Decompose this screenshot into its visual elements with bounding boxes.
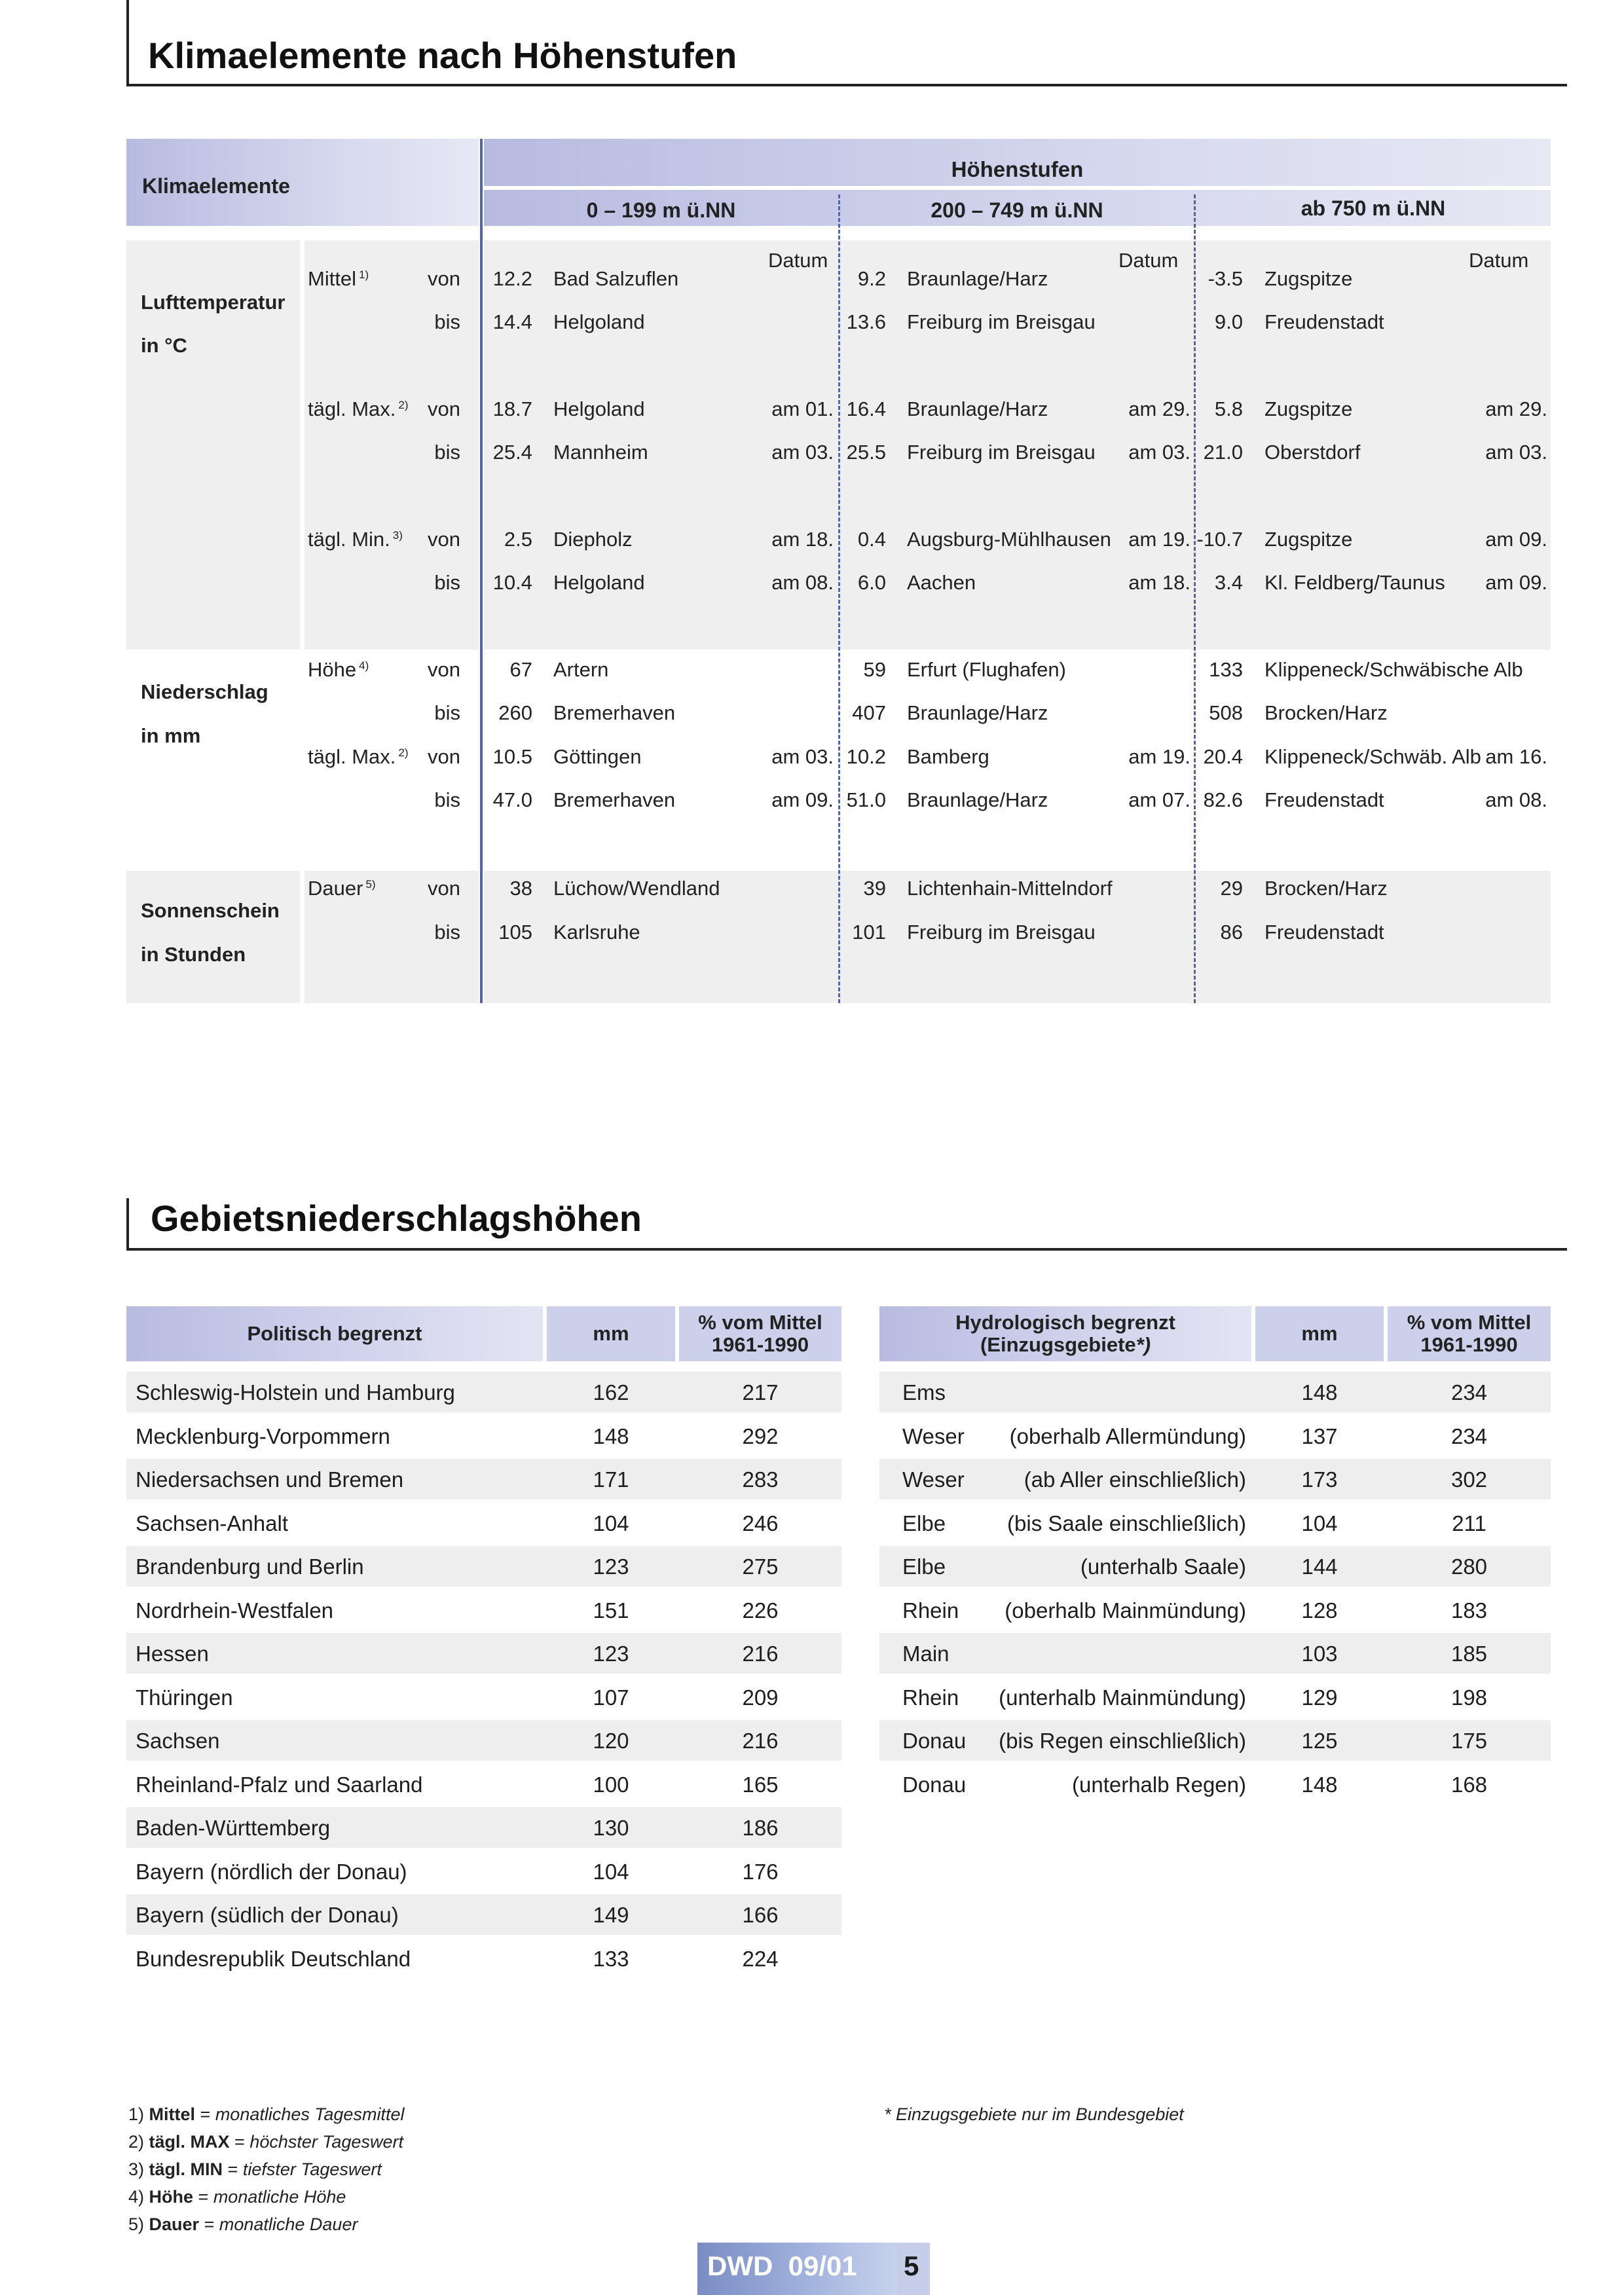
t1-station: Bad Salzuflen	[553, 267, 679, 290]
section1-bottom-rule	[126, 84, 1567, 86]
section2-bottom-rule	[126, 1248, 1567, 1251]
t1-value: 9.2	[857, 267, 886, 290]
table-row	[879, 1590, 1551, 1633]
footnote: 1) Mittel = monatliches Tagesmittel	[128, 2104, 405, 2124]
t1-value: 38	[509, 877, 532, 900]
t1-value: 105	[498, 921, 532, 944]
basin-mm: 148	[1301, 1380, 1338, 1405]
t1-sub-text: Dauer	[308, 877, 363, 900]
footnote-num: 2)	[128, 2132, 145, 2152]
footnote-star	[884, 2106, 1184, 2123]
t1-station: Freiburg im Breisgau	[907, 921, 1096, 944]
basin-pct: 183	[1450, 1598, 1488, 1623]
basin-mm: 137	[1301, 1423, 1338, 1448]
t1-sub-text: Höhe	[308, 658, 357, 681]
region-name: Nordrhein-Westfalen	[136, 1598, 334, 1623]
footnote: 5) Dauer = monatliche Dauer	[128, 2214, 358, 2234]
hyd-head-label-2-text: (Einzugsgebiete	[980, 1333, 1136, 1356]
climate-table	[126, 139, 1551, 1003]
t1-station: Helgoland	[553, 310, 645, 333]
t1-value: 9.0	[1214, 310, 1243, 333]
t1-station: Freudenstadt	[1264, 921, 1384, 944]
t1-station: Bamberg	[907, 745, 989, 768]
t1-station: Augsburg-Mühlhausen	[907, 528, 1111, 551]
region-pct: 176	[742, 1859, 779, 1884]
region-name: Sachsen	[136, 1729, 220, 1753]
basin-pct: 175	[1450, 1729, 1488, 1753]
region-pct: 186	[742, 1816, 779, 1840]
region-mm: 123	[593, 1554, 629, 1579]
region-name: Bundesrepublik Deutschland	[136, 1946, 411, 1971]
t1-value: 13.6	[846, 310, 886, 333]
t1-date: am 16.	[1485, 745, 1547, 768]
t1-value: 0.4	[857, 528, 886, 551]
table-row	[126, 1677, 841, 1720]
t1-range: bis	[434, 921, 460, 944]
basin-qualifier: (unterhalb Saale)	[1080, 1554, 1246, 1579]
region-mm: 100	[593, 1772, 629, 1797]
t1-date: am 03.	[771, 745, 834, 768]
table-row	[126, 1459, 841, 1502]
t1-station: Göttingen	[553, 745, 642, 768]
table-row	[126, 1633, 841, 1676]
t1-sub-text: tägl. Max.	[308, 397, 396, 420]
region-mm: 104	[593, 1511, 629, 1535]
region-name: Hessen	[136, 1642, 209, 1666]
region-pct: 217	[742, 1380, 779, 1405]
hyd-head-label-2	[879, 1334, 1251, 1355]
basin-name: Rhein	[902, 1598, 959, 1623]
table-row	[879, 1677, 1551, 1720]
t1-station: Freiburg im Breisgau	[907, 441, 1096, 464]
t1-value: 14.4	[492, 310, 532, 333]
t1-sub-label	[308, 746, 409, 767]
basin-name: Elbe	[902, 1554, 946, 1579]
region-name: Bayern (nördlich der Donau)	[136, 1859, 407, 1884]
region-pct: 226	[742, 1598, 779, 1623]
t1-value: 25.5	[846, 441, 886, 464]
table-row	[126, 1807, 841, 1850]
t1-value: 21.0	[1203, 441, 1243, 464]
t1-value: 20.4	[1203, 745, 1243, 768]
group-temp-title: Lufttemperatur	[141, 291, 286, 314]
t1-sup-mark: 2)	[398, 398, 409, 411]
region-name: Rheinland-Pfalz und Saarland	[136, 1772, 423, 1797]
t1-value: 39	[863, 877, 886, 900]
t1-date: am 18.	[1128, 571, 1190, 594]
t1-band-0: 0 – 199 m ü.NN	[586, 198, 736, 222]
hyd-head-label-1: Hydrologisch begrenzt	[955, 1311, 1175, 1334]
section1-title: Klimaelemente nach Höhenstufen	[148, 35, 737, 76]
t1-sub-label	[308, 399, 409, 419]
basin-pct: 302	[1450, 1467, 1488, 1492]
t1-sub-label	[308, 878, 376, 898]
t1-value: 3.4	[1214, 571, 1243, 594]
t1-sup-mark: 4)	[359, 659, 369, 672]
t1-value: 10.4	[492, 571, 532, 594]
group-sun-title: Sonnenschein	[141, 899, 280, 922]
hyd-mm-label: mm	[1301, 1322, 1338, 1345]
t1-value: 10.5	[492, 745, 532, 768]
footnote-num: 3)	[128, 2159, 145, 2179]
t1-station: Bremerhaven	[553, 701, 676, 724]
t1-date: am 07.	[1128, 788, 1190, 811]
region-pct: 216	[742, 1729, 779, 1753]
table-row	[879, 1764, 1551, 1807]
basin-name: Donau	[902, 1772, 967, 1797]
t1-head-left-label: Klimaelemente	[142, 174, 290, 198]
basin-mm: 129	[1301, 1685, 1338, 1710]
t1-sub-label	[308, 529, 403, 549]
footnote-term: Höhe	[149, 2187, 194, 2207]
table-row	[126, 1938, 841, 1981]
t1-value: 51.0	[846, 788, 886, 811]
t1-station: Oberstdorf	[1264, 441, 1361, 464]
region-pct: 165	[742, 1772, 779, 1797]
t1-value: 47.0	[492, 788, 532, 811]
t1-date: am 08.	[1485, 788, 1547, 811]
t1-station: Klippeneck/Schwäb. Alb	[1264, 745, 1481, 768]
t1-date: am 29.	[1128, 397, 1190, 420]
t1-date: am 09.	[1485, 528, 1547, 551]
t1-station: Lichtenhain-Mittelndorf	[907, 877, 1113, 900]
t1-value: 29	[1220, 877, 1243, 900]
footnote-term: Dauer	[149, 2214, 200, 2234]
t1-value: 59	[863, 658, 886, 681]
t1-station: Zugspitze	[1264, 528, 1353, 551]
table-row	[879, 1416, 1551, 1459]
t1-range: von	[428, 267, 460, 290]
t1-value: 407	[852, 701, 886, 724]
group-temp-unit: in °C	[141, 334, 187, 357]
table-row	[126, 1503, 841, 1546]
section2-left-rule	[126, 1198, 129, 1251]
t1-datum-0: Datum	[768, 249, 828, 272]
hyd-pct-label-2: 1961-1990	[1420, 1333, 1518, 1356]
region-mm: 120	[593, 1729, 629, 1753]
table-row	[126, 1590, 841, 1633]
t1-sub-text: Mittel	[308, 267, 357, 290]
region-pct: 275	[742, 1554, 779, 1579]
basin-pct: 168	[1450, 1772, 1488, 1797]
section2-title: Gebietsniederschlagshöhen	[151, 1198, 642, 1239]
t1-station: Helgoland	[553, 571, 645, 594]
basin-name: Weser	[902, 1467, 965, 1492]
t1-value: -10.7	[1196, 528, 1243, 551]
group-precip-unit: in mm	[141, 724, 201, 747]
t1-value: 10.2	[846, 745, 886, 768]
basin-name: Weser	[902, 1423, 965, 1448]
footnote-num: 1)	[128, 2104, 145, 2124]
t1-value: 133	[1209, 658, 1243, 681]
t1-range: von	[428, 397, 460, 420]
t1-station: Braunlage/Harz	[907, 397, 1048, 420]
region-name: Thüringen	[136, 1685, 233, 1710]
basin-mm: 104	[1301, 1511, 1338, 1535]
t1-date: am 03.	[1128, 441, 1190, 464]
t1-station: Freudenstadt	[1264, 310, 1384, 333]
t1-value: 86	[1220, 921, 1243, 944]
basin-name: Ems	[902, 1380, 946, 1405]
t1-value: 25.4	[492, 441, 532, 464]
t1-value: -3.5	[1208, 267, 1243, 290]
region-mm: 133	[593, 1946, 629, 1971]
region-name: Mecklenburg-Vorpommern	[136, 1423, 390, 1448]
basin-pct: 234	[1450, 1423, 1488, 1448]
t1-sub-label	[308, 659, 369, 680]
t1-station: Freiburg im Breisgau	[907, 310, 1096, 333]
footnote: 2) tägl. MAX = höchster Tageswert	[128, 2132, 403, 2152]
t1-value: 260	[498, 701, 532, 724]
region-name: Baden-Württemberg	[136, 1816, 331, 1840]
region-pct: 283	[742, 1467, 779, 1492]
footnote-num: 4)	[128, 2187, 145, 2207]
footnote-def: monatliches Tagesmittel	[215, 2104, 405, 2124]
t1-value: 16.4	[846, 397, 886, 420]
basin-pct: 211	[1452, 1511, 1486, 1535]
pol-mm-label: mm	[593, 1322, 629, 1345]
page-badge-label: DWD 09/01	[707, 2250, 857, 2281]
region-pct: 216	[742, 1642, 779, 1666]
t1-date: am 09.	[1485, 571, 1547, 594]
t1-station: Brocken/Harz	[1264, 877, 1388, 900]
region-mm: 148	[593, 1423, 629, 1448]
t1-date: am 03.	[771, 441, 834, 464]
footnote-star-text: * Einzugsgebiete nur im Bundesgebiet	[884, 2104, 1184, 2124]
t1-gap-2	[300, 871, 304, 1003]
t1-head-group-label: Höhenstufen	[951, 157, 1084, 181]
footnote-def: monatliche Dauer	[219, 2214, 358, 2234]
table-row	[126, 1372, 841, 1415]
t1-value: 5.8	[1214, 397, 1243, 420]
t1-station: Diepholz	[553, 528, 633, 551]
t1-date: am 01.	[771, 397, 834, 420]
t1-date: am 03.	[1485, 441, 1547, 464]
t1-range: von	[428, 877, 460, 900]
table-row	[879, 1546, 1551, 1589]
pol-head-label: Politisch begrenzt	[247, 1322, 422, 1345]
t1-band-1: 200 – 749 m ü.NN	[931, 198, 1103, 222]
basin-qualifier: (ab Aller einschließlich)	[1024, 1467, 1246, 1492]
footnote: 3) tägl. MIN = tiefster Tageswert	[128, 2159, 382, 2179]
footnote-num: 5)	[128, 2214, 145, 2234]
region-mm: 162	[593, 1380, 629, 1405]
t1-value: 82.6	[1203, 788, 1243, 811]
basin-mm: 173	[1301, 1467, 1338, 1492]
hyd-head-star: *)	[1135, 1333, 1151, 1356]
table-row	[126, 1764, 841, 1807]
t1-range: bis	[434, 310, 460, 333]
political-table	[126, 1306, 841, 1994]
basin-qualifier: (unterhalb Regen)	[1072, 1772, 1246, 1797]
t1-sub-text: tägl. Min.	[308, 528, 390, 551]
t1-sup-mark: 3)	[392, 528, 403, 542]
basin-mm: 148	[1301, 1772, 1338, 1797]
region-mm: 123	[593, 1642, 629, 1666]
t1-date: am 19.	[1128, 528, 1190, 551]
t1-station: Helgoland	[553, 397, 645, 420]
region-pct: 209	[742, 1685, 779, 1710]
t1-value: 508	[1209, 701, 1243, 724]
basin-pct: 198	[1450, 1685, 1488, 1710]
footnote-term: tägl. MIN	[149, 2159, 223, 2179]
table-row	[879, 1459, 1551, 1502]
t1-gap-1	[300, 240, 304, 650]
t1-value: 6.0	[857, 571, 886, 594]
region-name: Sachsen-Anhalt	[136, 1511, 288, 1535]
region-pct: 292	[742, 1423, 779, 1448]
t1-station: Bremerhaven	[553, 788, 676, 811]
region-pct: 224	[742, 1946, 779, 1971]
region-mm: 171	[593, 1467, 629, 1492]
table-row	[879, 1720, 1551, 1763]
t1-station: Zugspitze	[1264, 267, 1353, 290]
t1-range: von	[428, 745, 460, 768]
basin-name: Elbe	[902, 1511, 946, 1535]
t1-station: Kl. Feldberg/Taunus	[1264, 571, 1445, 594]
table-row	[879, 1503, 1551, 1546]
footnote: 4) Höhe = monatliche Höhe	[128, 2187, 346, 2207]
t1-station: Freudenstadt	[1264, 788, 1384, 811]
t1-station: Lüchow/Wendland	[553, 877, 720, 900]
t1-range: bis	[434, 441, 460, 464]
table-row	[879, 1633, 1551, 1676]
t1-datum-2: Datum	[1469, 249, 1529, 272]
basin-name: Donau	[902, 1729, 967, 1753]
t1-station: Braunlage/Harz	[907, 788, 1048, 811]
basin-qualifier: (bis Regen einschließlich)	[999, 1729, 1246, 1753]
region-mm: 130	[593, 1816, 629, 1840]
group-precip-title: Niederschlag	[141, 680, 268, 703]
basin-qualifier: (oberhalb Allermündung)	[1009, 1423, 1246, 1448]
basin-name: Rhein	[902, 1685, 959, 1710]
t1-range: bis	[434, 788, 460, 811]
t1-station: Klippeneck/Schwäbische Alb	[1264, 658, 1523, 681]
basin-qualifier: (bis Saale einschließlich)	[1007, 1511, 1246, 1535]
page-number: 5	[904, 2250, 919, 2281]
t1-sub-text: tägl. Max.	[308, 745, 396, 768]
t1-range: von	[428, 658, 460, 681]
basin-name: Main	[902, 1642, 950, 1666]
t1-station: Mannheim	[553, 441, 648, 464]
footnote-term: tägl. MAX	[149, 2132, 230, 2152]
t1-value: 2.5	[504, 528, 532, 551]
footnote-def: höchster Tageswert	[249, 2132, 403, 2152]
t1-sub-label	[308, 268, 369, 289]
basin-qualifier: (oberhalb Mainmündung)	[1005, 1598, 1246, 1623]
table-row	[879, 1372, 1551, 1415]
t1-date: am 09.	[771, 788, 834, 811]
t1-station: Erfurt (Flughafen)	[907, 658, 1066, 681]
basin-pct: 280	[1450, 1554, 1488, 1579]
table-row	[126, 1894, 841, 1937]
basin-pct: 234	[1450, 1380, 1488, 1405]
region-mm: 107	[593, 1685, 629, 1710]
t1-band-2: ab 750 m ü.NN	[1301, 196, 1446, 220]
t1-date: am 19.	[1128, 745, 1190, 768]
t1-station: Brocken/Harz	[1264, 701, 1388, 724]
region-pct: 246	[742, 1511, 779, 1535]
basin-pct: 185	[1450, 1642, 1488, 1666]
hyd-pct-label-1: % vom Mittel	[1407, 1311, 1532, 1334]
region-mm: 149	[593, 1903, 629, 1927]
t1-station: Zugspitze	[1264, 397, 1353, 420]
t1-date: am 29.	[1485, 397, 1547, 420]
t1-range: von	[428, 528, 460, 551]
basin-mm: 125	[1301, 1729, 1338, 1753]
table-row	[126, 1851, 841, 1894]
group-sun-unit: in Stunden	[141, 943, 246, 966]
table-row	[126, 1720, 841, 1763]
pol-pct-label-2: 1961-1990	[711, 1333, 809, 1356]
basin-mm: 144	[1301, 1554, 1338, 1579]
t1-range: bis	[434, 571, 460, 594]
t1-value: 101	[852, 921, 886, 944]
region-name: Brandenburg und Berlin	[136, 1554, 364, 1579]
t1-sup-mark: 5)	[365, 877, 376, 890]
region-name: Bayern (südlich der Donau)	[136, 1903, 399, 1927]
region-mm: 151	[593, 1598, 629, 1623]
t1-sup-mark: 2)	[398, 746, 409, 759]
t1-station: Braunlage/Harz	[907, 267, 1048, 290]
section1-left-rule	[126, 0, 129, 85]
t1-value: 18.7	[492, 397, 532, 420]
t1-value: 67	[509, 658, 532, 681]
footnote-def: tiefster Tageswert	[242, 2159, 382, 2179]
table-row	[126, 1416, 841, 1459]
t1-value: 12.2	[492, 267, 532, 290]
region-mm: 104	[593, 1859, 629, 1884]
t1-station: Artern	[553, 658, 609, 681]
t1-station: Karlsruhe	[553, 921, 640, 944]
pol-pct-label-1: % vom Mittel	[698, 1311, 822, 1334]
footnote-def: monatliche Höhe	[213, 2187, 346, 2207]
region-pct: 166	[742, 1903, 779, 1927]
t1-datum-1: Datum	[1118, 249, 1179, 272]
t1-sup-mark: 1)	[359, 268, 369, 281]
basin-mm: 128	[1301, 1598, 1338, 1623]
hydrological-table	[879, 1306, 1551, 1830]
region-name: Niedersachsen und Bremen	[136, 1467, 404, 1492]
t1-date: am 18.	[771, 528, 834, 551]
region-name: Schleswig-Holstein und Hamburg	[136, 1380, 455, 1405]
basin-qualifier: (unterhalb Mainmündung)	[999, 1685, 1246, 1710]
t1-date: am 08.	[771, 571, 834, 594]
t1-range: bis	[434, 701, 460, 724]
t1-station: Aachen	[907, 571, 976, 594]
t1-station: Braunlage/Harz	[907, 701, 1048, 724]
footnote-term: Mittel	[149, 2104, 196, 2124]
table-row	[126, 1546, 841, 1589]
basin-mm: 103	[1301, 1642, 1338, 1666]
